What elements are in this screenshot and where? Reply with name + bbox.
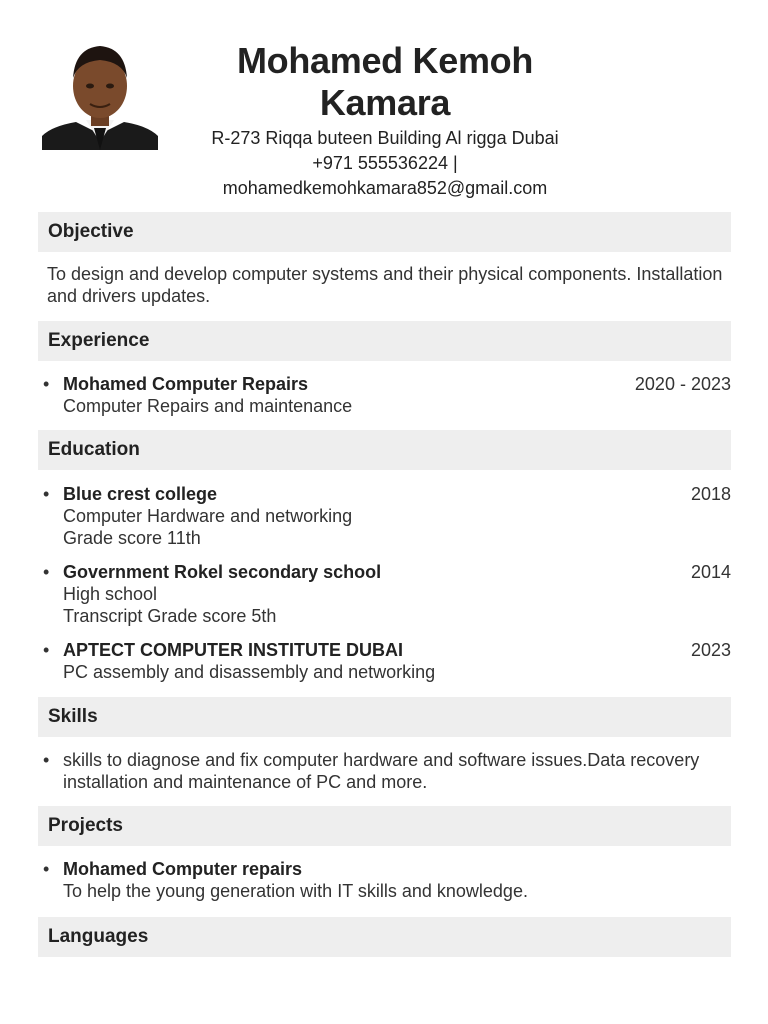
entry-date: 2014 [690,562,731,582]
profile-photo [42,38,158,150]
bullet-icon: • [43,859,50,879]
entry-detail: Computer Repairs and maintenance [63,396,353,416]
resume-header [170,40,600,201]
entry-detail: High school [63,584,158,604]
bullet-icon: • [43,562,50,582]
entry-detail: Transcript Grade score 5th [63,606,277,626]
objective-text: To design and develop computer systems and their physical components. Installation and drivers updates. [47,264,723,306]
section-heading-experience: Experience [38,321,731,361]
section-heading-education: Education [38,430,731,470]
education-entry [38,483,731,549]
project-entry [38,858,731,902]
bullet-icon: • [43,640,50,660]
skill-item [38,749,731,793]
name-line-1: Mohamed Kemoh [236,40,534,81]
contact-info [170,126,600,201]
entry-detail: To help the young generation with IT skills and knowledge. [63,881,528,901]
entry-detail: Computer Hardware and networking [63,506,353,526]
entry-title: APTECT COMPUTER INSTITUTE DUBAI [63,640,403,660]
entry-title: Blue crest college [63,484,218,504]
section-heading-skills: Skills [38,697,731,737]
phone: +971 555536224 | [312,153,458,173]
person-portrait-icon [42,38,158,150]
section-heading-objective: Objective [38,212,731,252]
full-name [170,40,600,124]
bullet-icon: • [43,484,50,504]
entry-detail: PC assembly and disassembly and networking [63,662,436,682]
experience-entry [38,373,731,417]
skill-text: skills to diagnose and fix computer hardware and software issues.Data recovery installation and maintenance of PC and more. [63,750,700,792]
email: mohamedkemohkamara852@gmail.com [222,178,548,198]
address: R-273 Riqqa buteen Building Al rigga Dubai [211,128,559,148]
section-heading-projects: Projects [38,806,731,846]
bullet-icon: • [43,374,50,394]
bullet-icon: • [43,750,50,770]
entry-title: Government Rokel secondary school [63,562,382,582]
entry-title: Mohamed Computer repairs [63,859,303,879]
entry-detail: Grade score 11th [63,528,201,548]
section-heading-languages: Languages [38,917,731,957]
entry-date: 2018 [690,484,731,504]
education-entry [38,639,731,683]
entry-date: 2023 [690,640,731,660]
name-line-2: Kamara [319,82,451,123]
entry-title: Mohamed Computer Repairs [63,374,309,394]
education-entry [38,561,731,627]
entry-date: 2020 - 2023 [634,374,731,394]
